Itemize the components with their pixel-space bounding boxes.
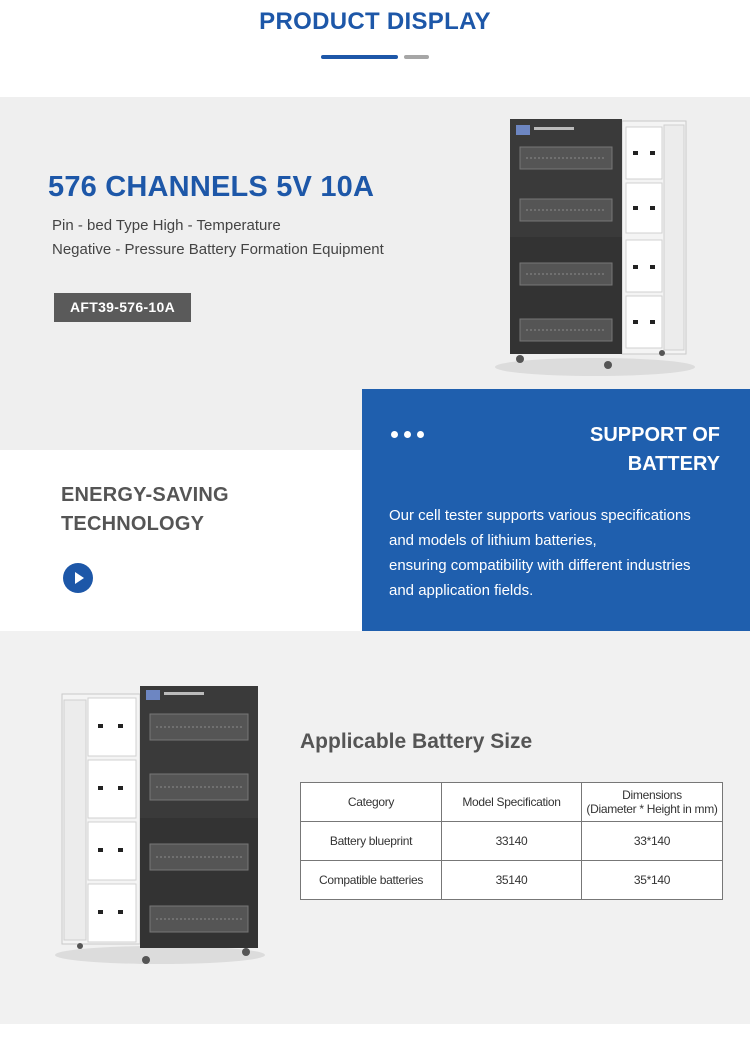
page-title: PRODUCT DISPLAY bbox=[259, 8, 491, 35]
header-dimensions bbox=[582, 783, 723, 822]
formation-equipment-image-side bbox=[50, 680, 270, 970]
support-body-line3: ensuring compatibility with different industries bbox=[389, 557, 691, 574]
cell-category: Battery blueprint bbox=[301, 822, 442, 861]
cell-category: Compatible batteries bbox=[301, 861, 442, 900]
title-underline-secondary bbox=[404, 55, 429, 59]
support-body-line2: and models of lithium batteries, bbox=[389, 532, 597, 549]
energy-saving-line1: ENERGY-SAVING bbox=[61, 484, 229, 506]
header-dimensions-line2: (Diameter * Height in mm) bbox=[586, 802, 718, 816]
dots-icon bbox=[391, 425, 430, 443]
cell-dimensions: 35*140 bbox=[582, 861, 723, 900]
cell-model: 33140 bbox=[442, 822, 582, 861]
energy-saving-section bbox=[0, 450, 362, 631]
battery-size-title: Applicable Battery Size bbox=[300, 730, 533, 753]
battery-spec-table bbox=[300, 782, 723, 900]
product-title: 576 CHANNELS 5V 10A bbox=[48, 171, 375, 203]
product-subtitle-line1: Pin - bed Type High - Temperature bbox=[52, 217, 281, 234]
energy-saving-line2: TECHNOLOGY bbox=[61, 513, 205, 535]
formation-equipment-image bbox=[490, 115, 700, 380]
table-header-row bbox=[301, 783, 723, 822]
title-underline-accent bbox=[321, 55, 398, 59]
support-title-line2: BATTERY bbox=[627, 453, 720, 475]
play-button[interactable] bbox=[63, 563, 93, 593]
model-badge: AFT39-576-10A bbox=[54, 293, 191, 322]
page-footer-strip bbox=[0, 1024, 750, 1047]
table-row bbox=[301, 822, 723, 861]
support-body-line4: and application fields. bbox=[389, 582, 534, 599]
cell-model: 35140 bbox=[442, 861, 582, 900]
table-row bbox=[301, 861, 723, 900]
header-dimensions-line1: Dimensions bbox=[622, 788, 682, 802]
energy-saving-heading bbox=[61, 481, 229, 539]
support-body-line1: Our cell tester supports various specifications bbox=[389, 507, 691, 524]
support-title-line1: SUPPORT OF bbox=[589, 424, 720, 446]
product-subtitle-line2: Negative - Pressure Battery Formation Equipment bbox=[52, 241, 384, 258]
support-card-title bbox=[460, 421, 720, 479]
header-model: Model Specification bbox=[442, 783, 582, 822]
section-header bbox=[0, 0, 750, 97]
support-card-body bbox=[389, 503, 734, 603]
header-category: Category bbox=[301, 783, 442, 822]
cell-dimensions: 33*140 bbox=[582, 822, 723, 861]
